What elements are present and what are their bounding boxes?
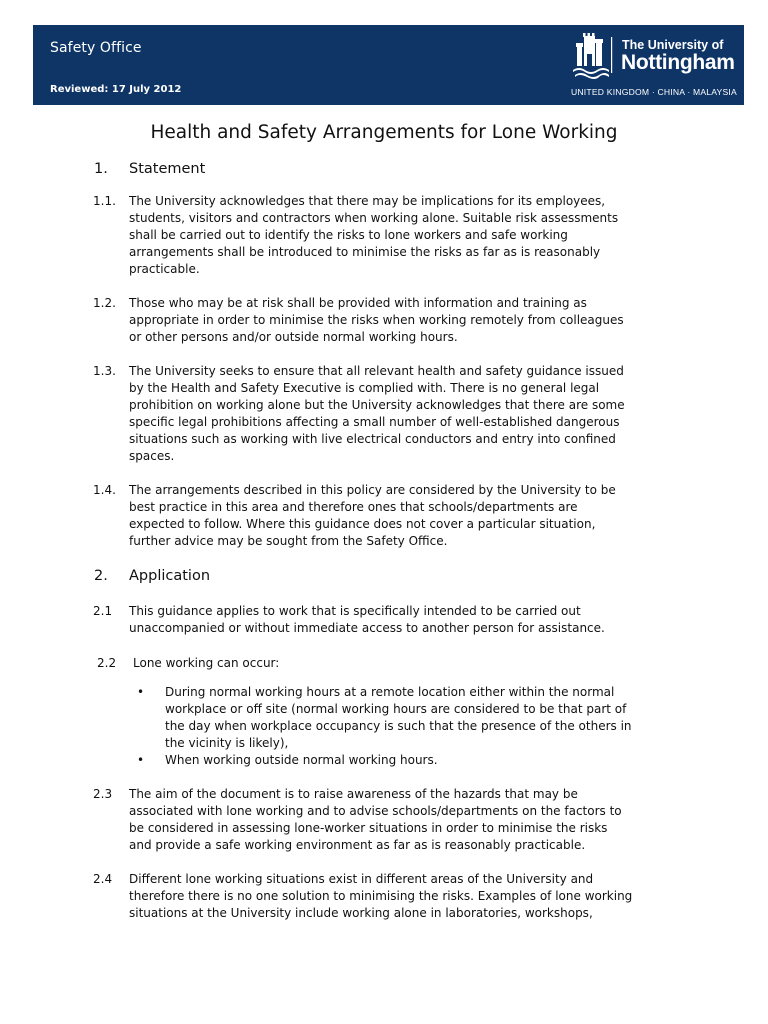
- bullet-icon: •: [137, 753, 145, 767]
- paragraph-number: 2.1: [93, 604, 113, 618]
- paragraph-text: [129, 786, 689, 854]
- paragraph-text: [129, 193, 689, 278]
- text-line: by the Health and Safety Executive is complied with. There is no general legal: [129, 381, 600, 395]
- section-1-title: Statement: [129, 161, 206, 177]
- paragraph-number: 1.4.: [93, 483, 116, 497]
- paragraph-number: 2.3: [93, 787, 113, 801]
- text-line: During normal working hours at a remote location either within the normal: [165, 685, 615, 699]
- paragraph-text: [129, 363, 689, 465]
- bullet-text: [165, 684, 632, 752]
- paragraph-number: 1.1.: [93, 194, 116, 208]
- castle-logo-icon: [571, 32, 615, 80]
- paragraph-text: [133, 655, 693, 672]
- campus-countries: UNITED KINGDOM · CHINA · MALAYSIA: [571, 87, 737, 97]
- text-line: When working outside normal working hours.: [165, 753, 438, 767]
- paragraph-text: [129, 482, 689, 550]
- university-logo: [571, 32, 739, 80]
- paragraph-number: 1.2.: [93, 296, 116, 310]
- paragraph-number: 2.2: [97, 656, 117, 670]
- section-2-number: 2.: [94, 568, 108, 584]
- text-line: expected to follow. Where this guidance does not cover a particular situation,: [129, 517, 596, 531]
- text-line: specific legal prohibitions affecting a small number of well-established dangerous: [129, 415, 620, 429]
- text-line: prohibition on working alone but the University acknowledges that there are some: [129, 398, 625, 412]
- section-1-number: 1.: [94, 161, 108, 177]
- text-line: The aim of the document is to raise awareness of the hazards that may be: [129, 787, 578, 801]
- section-2-title: Application: [129, 568, 211, 584]
- paragraph-text: [129, 871, 689, 922]
- text-line: appropriate in order to minimise the risks when working remotely from colleagues: [129, 313, 624, 327]
- paragraph-number: 1.3.: [93, 364, 116, 378]
- text-line: and provide a safe working environment as far as is reasonably practicable.: [129, 838, 586, 852]
- text-line: arrangements shall be introduced to minimise the risks as far as is reasonably: [129, 245, 601, 259]
- header-banner: [33, 25, 744, 105]
- text-line: the vicinity is likely),: [165, 736, 289, 750]
- text-line: best practice in this area and therefore ones that schools/departments are: [129, 500, 578, 514]
- text-line: Those who may be at risk shall be provided with information and training as: [129, 296, 587, 310]
- university-name-line2: Nottingham: [621, 51, 735, 74]
- text-line: situations such as working with live electrical conductors and entry into confined: [129, 432, 616, 446]
- text-line: students, visitors and contractors when working alone. Suitable risk assessments: [129, 211, 619, 225]
- text-line: This guidance applies to work that is specifically intended to be carried out: [129, 604, 581, 618]
- text-line: be considered in assessing lone-worker situations in order to minimise the risks: [129, 821, 608, 835]
- document-title: Health and Safety Arrangements for Lone Working: [150, 122, 618, 143]
- text-line: situations at the University include working alone in laboratories, workshops,: [129, 906, 593, 920]
- text-line: shall be carried out to identify the risks to lone workers and safe working: [129, 228, 568, 242]
- text-line: practicable.: [129, 262, 200, 276]
- paragraph-number: 2.4: [93, 872, 113, 886]
- university-name-line1: The University of: [622, 38, 724, 52]
- text-line: workplace or off site (normal working hours are considered to be that part of: [165, 702, 627, 716]
- text-line: The arrangements described in this policy are considered by the University to be: [129, 483, 616, 497]
- text-line: unaccompanied or without immediate access to another person for assistance.: [129, 621, 605, 635]
- paragraph-text: [129, 603, 689, 637]
- reviewed-date: Reviewed: 17 July 2012: [50, 84, 182, 95]
- text-line: Lone working can occur:: [133, 656, 280, 670]
- text-line: the day when workplace occupancy is such that the presence of the others in: [165, 719, 632, 733]
- text-line: further advice may be sought from the Safety Office.: [129, 534, 448, 548]
- text-line: therefore there is no one solution to minimising the risks. Examples of lone working: [129, 889, 633, 903]
- office-name: Safety Office: [50, 40, 142, 56]
- text-line: The University seeks to ensure that all relevant health and safety guidance issued: [129, 364, 624, 378]
- bullet-text: [165, 752, 438, 769]
- paragraph-text: [129, 295, 689, 346]
- text-line: spaces.: [129, 449, 175, 463]
- bullet-icon: •: [137, 685, 145, 699]
- text-line: Different lone working situations exist in different areas of the University and: [129, 872, 594, 886]
- text-line: associated with lone working and to advise schools/departments on the factors to: [129, 804, 622, 818]
- text-line: or other persons and/or outside normal working hours.: [129, 330, 458, 344]
- text-line: The University acknowledges that there may be implications for its employees,: [129, 194, 606, 208]
